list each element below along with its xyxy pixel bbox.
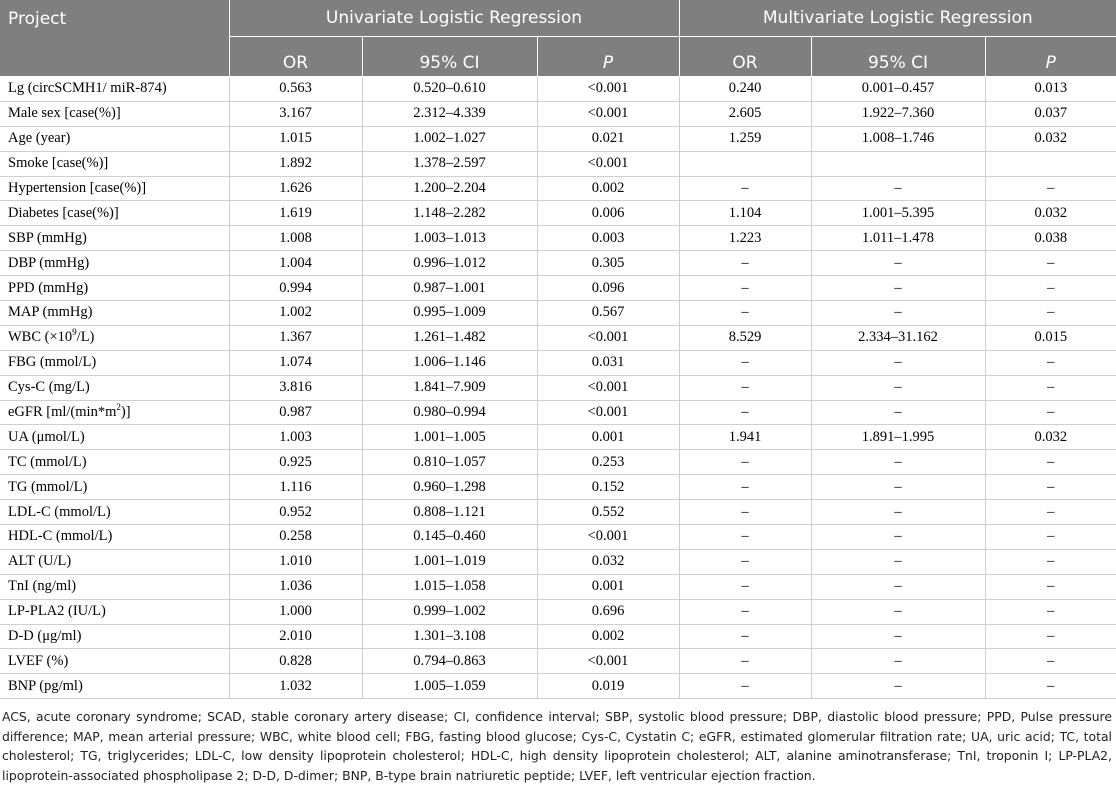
cell-univariate-p: 0.031 bbox=[537, 350, 679, 375]
cell-multivariate-or: 1.259 bbox=[679, 126, 811, 151]
table-row bbox=[0, 500, 1116, 525]
table-row bbox=[0, 226, 1116, 251]
cell-univariate-p: 0.001 bbox=[537, 574, 679, 599]
table-row bbox=[0, 276, 1116, 301]
cell-univariate-p: 0.253 bbox=[537, 450, 679, 475]
cell-multivariate-ci: – bbox=[811, 475, 985, 500]
cell-multivariate-or: – bbox=[679, 176, 811, 201]
cell-multivariate-p: – bbox=[985, 251, 1116, 276]
row-project-name: ALT (U/L) bbox=[0, 549, 229, 574]
cell-univariate-or: 1.116 bbox=[229, 475, 362, 500]
cell-multivariate-p: 0.015 bbox=[985, 325, 1116, 350]
cell-multivariate-p: – bbox=[985, 549, 1116, 574]
cell-univariate-ci: 1.005–1.059 bbox=[362, 674, 537, 699]
row-project-name: Hypertension [case(%)] bbox=[0, 176, 229, 201]
cell-multivariate-ci: – bbox=[811, 276, 985, 301]
cell-multivariate-ci: – bbox=[811, 500, 985, 525]
cell-multivariate-or: – bbox=[679, 276, 811, 301]
cell-multivariate-or: – bbox=[679, 450, 811, 475]
cell-multivariate-or: – bbox=[679, 400, 811, 425]
cell-univariate-or: 1.036 bbox=[229, 574, 362, 599]
cell-univariate-ci: 0.980–0.994 bbox=[362, 400, 537, 425]
table-row bbox=[0, 450, 1116, 475]
cell-multivariate-ci: – bbox=[811, 574, 985, 599]
cell-univariate-ci: 0.960–1.298 bbox=[362, 475, 537, 500]
cell-multivariate-p: – bbox=[985, 176, 1116, 201]
cell-multivariate-p: 0.032 bbox=[985, 126, 1116, 151]
cell-multivariate-ci: – bbox=[811, 649, 985, 674]
row-project-name: FBG (mmol/L) bbox=[0, 350, 229, 375]
cell-univariate-ci: 0.520–0.610 bbox=[362, 77, 537, 102]
cell-univariate-ci: 1.841–7.909 bbox=[362, 375, 537, 400]
table-row bbox=[0, 624, 1116, 649]
row-project-name bbox=[0, 325, 229, 350]
cell-univariate-p: 0.552 bbox=[537, 500, 679, 525]
row-project-name: LDL-C (mmol/L) bbox=[0, 500, 229, 525]
cell-multivariate-ci bbox=[811, 151, 985, 176]
row-project-name-superscript: 2 bbox=[116, 402, 121, 413]
table-body bbox=[0, 77, 1116, 699]
header-project: Project bbox=[0, 0, 229, 77]
cell-multivariate-ci: – bbox=[811, 674, 985, 699]
cell-univariate-p: <0.001 bbox=[537, 525, 679, 550]
row-project-name: DBP (mmHg) bbox=[0, 251, 229, 276]
header-univariate: Univariate Logistic Regression bbox=[229, 0, 679, 37]
row-project-name: HDL-C (mmol/L) bbox=[0, 525, 229, 550]
row-project-name-part: /L) bbox=[76, 329, 95, 346]
cell-univariate-p: 0.021 bbox=[537, 126, 679, 151]
cell-univariate-or: 1.003 bbox=[229, 425, 362, 450]
cell-multivariate-ci: 0.001–0.457 bbox=[811, 77, 985, 102]
cell-multivariate-or: 2.605 bbox=[679, 101, 811, 126]
cell-univariate-p: <0.001 bbox=[537, 375, 679, 400]
cell-univariate-or: 0.952 bbox=[229, 500, 362, 525]
cell-multivariate-or: – bbox=[679, 574, 811, 599]
cell-multivariate-p: – bbox=[985, 450, 1116, 475]
cell-multivariate-p: 0.032 bbox=[985, 201, 1116, 226]
cell-multivariate-p: – bbox=[985, 375, 1116, 400]
cell-univariate-or: 0.828 bbox=[229, 649, 362, 674]
cell-univariate-ci: 0.995–1.009 bbox=[362, 301, 537, 326]
cell-univariate-p: <0.001 bbox=[537, 400, 679, 425]
cell-multivariate-ci: 1.922–7.360 bbox=[811, 101, 985, 126]
cell-univariate-ci: 1.001–1.019 bbox=[362, 549, 537, 574]
row-project-name: D-D (μg/ml) bbox=[0, 624, 229, 649]
cell-univariate-ci: 1.003–1.013 bbox=[362, 226, 537, 251]
row-project-name: Diabetes [case(%)] bbox=[0, 201, 229, 226]
row-project-name bbox=[0, 400, 229, 425]
cell-multivariate-or bbox=[679, 151, 811, 176]
cell-univariate-or: 1.000 bbox=[229, 599, 362, 624]
cell-multivariate-or: 0.240 bbox=[679, 77, 811, 102]
cell-multivariate-or: – bbox=[679, 624, 811, 649]
cell-multivariate-ci: – bbox=[811, 549, 985, 574]
cell-multivariate-p: – bbox=[985, 500, 1116, 525]
table-row bbox=[0, 251, 1116, 276]
header-univariate-ci: 95% CI bbox=[362, 37, 537, 77]
cell-univariate-p: 0.006 bbox=[537, 201, 679, 226]
cell-univariate-p: 0.001 bbox=[537, 425, 679, 450]
row-project-name: MAP (mmHg) bbox=[0, 301, 229, 326]
cell-univariate-or: 1.008 bbox=[229, 226, 362, 251]
cell-multivariate-or: – bbox=[679, 525, 811, 550]
cell-multivariate-ci: – bbox=[811, 176, 985, 201]
cell-univariate-ci: 0.145–0.460 bbox=[362, 525, 537, 550]
header-multivariate-p: P bbox=[985, 37, 1116, 77]
table-row bbox=[0, 674, 1116, 699]
cell-multivariate-p: – bbox=[985, 525, 1116, 550]
table-row bbox=[0, 599, 1116, 624]
cell-univariate-or: 1.002 bbox=[229, 301, 362, 326]
cell-univariate-p: 0.152 bbox=[537, 475, 679, 500]
cell-univariate-p: <0.001 bbox=[537, 649, 679, 674]
cell-univariate-p: 0.567 bbox=[537, 301, 679, 326]
cell-multivariate-ci: 1.891–1.995 bbox=[811, 425, 985, 450]
cell-multivariate-p: 0.037 bbox=[985, 101, 1116, 126]
table-row bbox=[0, 649, 1116, 674]
cell-univariate-or: 2.010 bbox=[229, 624, 362, 649]
cell-multivariate-or: – bbox=[679, 599, 811, 624]
cell-multivariate-p: – bbox=[985, 301, 1116, 326]
cell-multivariate-p: 0.038 bbox=[985, 226, 1116, 251]
cell-multivariate-or: 1.104 bbox=[679, 201, 811, 226]
cell-univariate-or: 1.004 bbox=[229, 251, 362, 276]
cell-univariate-ci: 1.148–2.282 bbox=[362, 201, 537, 226]
table-row bbox=[0, 201, 1116, 226]
table-row bbox=[0, 425, 1116, 450]
cell-multivariate-ci: – bbox=[811, 450, 985, 475]
cell-multivariate-ci: – bbox=[811, 301, 985, 326]
cell-univariate-ci: 1.006–1.146 bbox=[362, 350, 537, 375]
row-project-name: LVEF (%) bbox=[0, 649, 229, 674]
cell-univariate-p: <0.001 bbox=[537, 101, 679, 126]
cell-univariate-ci: 1.002–1.027 bbox=[362, 126, 537, 151]
cell-multivariate-ci: – bbox=[811, 375, 985, 400]
table-row bbox=[0, 325, 1116, 350]
cell-multivariate-or: – bbox=[679, 475, 811, 500]
cell-univariate-ci: 1.001–1.005 bbox=[362, 425, 537, 450]
row-project-name-part: WBC (×10 bbox=[8, 329, 73, 346]
cell-multivariate-or: – bbox=[679, 251, 811, 276]
cell-univariate-ci: 0.808–1.121 bbox=[362, 500, 537, 525]
cell-univariate-or: 1.032 bbox=[229, 674, 362, 699]
cell-multivariate-ci: – bbox=[811, 400, 985, 425]
cell-univariate-ci: 0.996–1.012 bbox=[362, 251, 537, 276]
cell-multivariate-ci: 1.011–1.478 bbox=[811, 226, 985, 251]
cell-univariate-p: 0.019 bbox=[537, 674, 679, 699]
table-row bbox=[0, 350, 1116, 375]
cell-multivariate-p: – bbox=[985, 574, 1116, 599]
cell-multivariate-p: – bbox=[985, 624, 1116, 649]
cell-univariate-ci: 0.810–1.057 bbox=[362, 450, 537, 475]
cell-multivariate-p: – bbox=[985, 400, 1116, 425]
cell-univariate-or: 1.015 bbox=[229, 126, 362, 151]
row-project-name-part: )] bbox=[120, 404, 131, 421]
cell-multivariate-ci: 2.334–31.162 bbox=[811, 325, 985, 350]
cell-univariate-ci: 1.200–2.204 bbox=[362, 176, 537, 201]
row-project-name: Age (year) bbox=[0, 126, 229, 151]
row-project-name-superscript: 9 bbox=[72, 327, 77, 338]
row-project-name: Cys-C (mg/L) bbox=[0, 375, 229, 400]
cell-multivariate-p: – bbox=[985, 649, 1116, 674]
table-row bbox=[0, 77, 1116, 102]
table-header bbox=[0, 0, 1116, 77]
cell-multivariate-or: – bbox=[679, 549, 811, 574]
cell-univariate-or: 0.994 bbox=[229, 276, 362, 301]
table-footnote: ACS, acute coronary syndrome; SCAD, stable coronary artery disease; CI, confidence interval; SBP, systolic blood pressure; DBP, diastolic blood pressure; PPD, Pulse pressure difference; MAP, mean arterial pressure; WBC, white blood cell; FBG, fasting blood glucose; Cys-C, Cystatin C; eGFR, estimated glomerular filtration rate; UA, uric acid; TC, total cholesterol; TG, triglycerides; LDL-C, low density lipoprotein cholesterol; HDL-C, high density lipoprotein cholesterol; ALT, alanine aminotransferase; TnI, troponin I; LP-PLA2, lipoprotein-associated phospholipase 2; D-D, D-dimer; BNP, B-type brain natriuretic peptide; LVEF, left ventricular ejection fraction. bbox=[2, 709, 1112, 784]
row-project-name: TnI (ng/ml) bbox=[0, 574, 229, 599]
cell-univariate-ci: 1.301–3.108 bbox=[362, 624, 537, 649]
cell-multivariate-ci: – bbox=[811, 525, 985, 550]
row-project-name: BNP (pg/ml) bbox=[0, 674, 229, 699]
header-multivariate-or: OR bbox=[679, 37, 811, 77]
cell-multivariate-or: – bbox=[679, 674, 811, 699]
table-row bbox=[0, 176, 1116, 201]
row-project-name: UA (μmol/L) bbox=[0, 425, 229, 450]
cell-multivariate-ci: 1.001–5.395 bbox=[811, 201, 985, 226]
cell-multivariate-or: – bbox=[679, 350, 811, 375]
cell-univariate-or: 3.167 bbox=[229, 101, 362, 126]
cell-multivariate-p: – bbox=[985, 276, 1116, 301]
cell-univariate-or: 0.987 bbox=[229, 400, 362, 425]
cell-univariate-p: 0.002 bbox=[537, 624, 679, 649]
table-row bbox=[0, 549, 1116, 574]
cell-univariate-p: 0.003 bbox=[537, 226, 679, 251]
cell-multivariate-p: – bbox=[985, 350, 1116, 375]
header-multivariate-ci: 95% CI bbox=[811, 37, 985, 77]
cell-multivariate-or: 1.223 bbox=[679, 226, 811, 251]
cell-univariate-ci: 0.999–1.002 bbox=[362, 599, 537, 624]
table-row bbox=[0, 525, 1116, 550]
cell-univariate-or: 1.626 bbox=[229, 176, 362, 201]
cell-univariate-p: <0.001 bbox=[537, 77, 679, 102]
row-project-name: LP-PLA2 (IU/L) bbox=[0, 599, 229, 624]
cell-univariate-ci: 0.987–1.001 bbox=[362, 276, 537, 301]
table-row bbox=[0, 301, 1116, 326]
cell-univariate-ci: 0.794–0.863 bbox=[362, 649, 537, 674]
cell-multivariate-ci: – bbox=[811, 251, 985, 276]
cell-multivariate-p: 0.032 bbox=[985, 425, 1116, 450]
row-project-name: TC (mmol/L) bbox=[0, 450, 229, 475]
row-project-name: Male sex [case(%)] bbox=[0, 101, 229, 126]
cell-multivariate-ci: – bbox=[811, 350, 985, 375]
cell-univariate-ci: 1.261–1.482 bbox=[362, 325, 537, 350]
row-project-name: SBP (mmHg) bbox=[0, 226, 229, 251]
cell-univariate-or: 1.074 bbox=[229, 350, 362, 375]
cell-univariate-ci: 1.015–1.058 bbox=[362, 574, 537, 599]
cell-univariate-or: 1.010 bbox=[229, 549, 362, 574]
cell-multivariate-or: – bbox=[679, 649, 811, 674]
cell-multivariate-ci: – bbox=[811, 624, 985, 649]
cell-multivariate-ci: 1.008–1.746 bbox=[811, 126, 985, 151]
row-project-name: Lg (circSCMH1/ miR-874) bbox=[0, 77, 229, 102]
cell-univariate-or: 1.619 bbox=[229, 201, 362, 226]
row-project-name: PPD (mmHg) bbox=[0, 276, 229, 301]
cell-multivariate-or: 1.941 bbox=[679, 425, 811, 450]
row-project-name: Smoke [case(%)] bbox=[0, 151, 229, 176]
table-row bbox=[0, 151, 1116, 176]
cell-univariate-p: 0.696 bbox=[537, 599, 679, 624]
header-univariate-p: P bbox=[537, 37, 679, 77]
cell-univariate-p: 0.096 bbox=[537, 276, 679, 301]
cell-univariate-or: 0.563 bbox=[229, 77, 362, 102]
header-multivariate: Multivariate Logistic Regression bbox=[679, 0, 1116, 37]
cell-univariate-or: 0.258 bbox=[229, 525, 362, 550]
cell-multivariate-or: 8.529 bbox=[679, 325, 811, 350]
row-project-name-part: eGFR [ml/(min*m bbox=[8, 404, 117, 421]
cell-multivariate-ci: – bbox=[811, 599, 985, 624]
header-univariate-or: OR bbox=[229, 37, 362, 77]
row-project-name: TG (mmol/L) bbox=[0, 475, 229, 500]
cell-univariate-p: 0.305 bbox=[537, 251, 679, 276]
table-row bbox=[0, 375, 1116, 400]
cell-multivariate-p: – bbox=[985, 674, 1116, 699]
cell-multivariate-or: – bbox=[679, 500, 811, 525]
cell-multivariate-or: – bbox=[679, 301, 811, 326]
table-row bbox=[0, 400, 1116, 425]
cell-univariate-p: <0.001 bbox=[537, 151, 679, 176]
cell-multivariate-or: – bbox=[679, 375, 811, 400]
cell-univariate-p: 0.002 bbox=[537, 176, 679, 201]
cell-univariate-ci: 2.312–4.339 bbox=[362, 101, 537, 126]
cell-univariate-p: <0.001 bbox=[537, 325, 679, 350]
cell-multivariate-p: 0.013 bbox=[985, 77, 1116, 102]
cell-univariate-or: 3.816 bbox=[229, 375, 362, 400]
cell-multivariate-p: – bbox=[985, 475, 1116, 500]
table-row bbox=[0, 475, 1116, 500]
cell-univariate-ci: 1.378–2.597 bbox=[362, 151, 537, 176]
cell-univariate-or: 1.892 bbox=[229, 151, 362, 176]
cell-multivariate-p: – bbox=[985, 599, 1116, 624]
table-row bbox=[0, 574, 1116, 599]
cell-univariate-p: 0.032 bbox=[537, 549, 679, 574]
cell-univariate-or: 0.925 bbox=[229, 450, 362, 475]
table-row bbox=[0, 126, 1116, 151]
table-row bbox=[0, 101, 1116, 126]
cell-univariate-or: 1.367 bbox=[229, 325, 362, 350]
cell-multivariate-p bbox=[985, 151, 1116, 176]
